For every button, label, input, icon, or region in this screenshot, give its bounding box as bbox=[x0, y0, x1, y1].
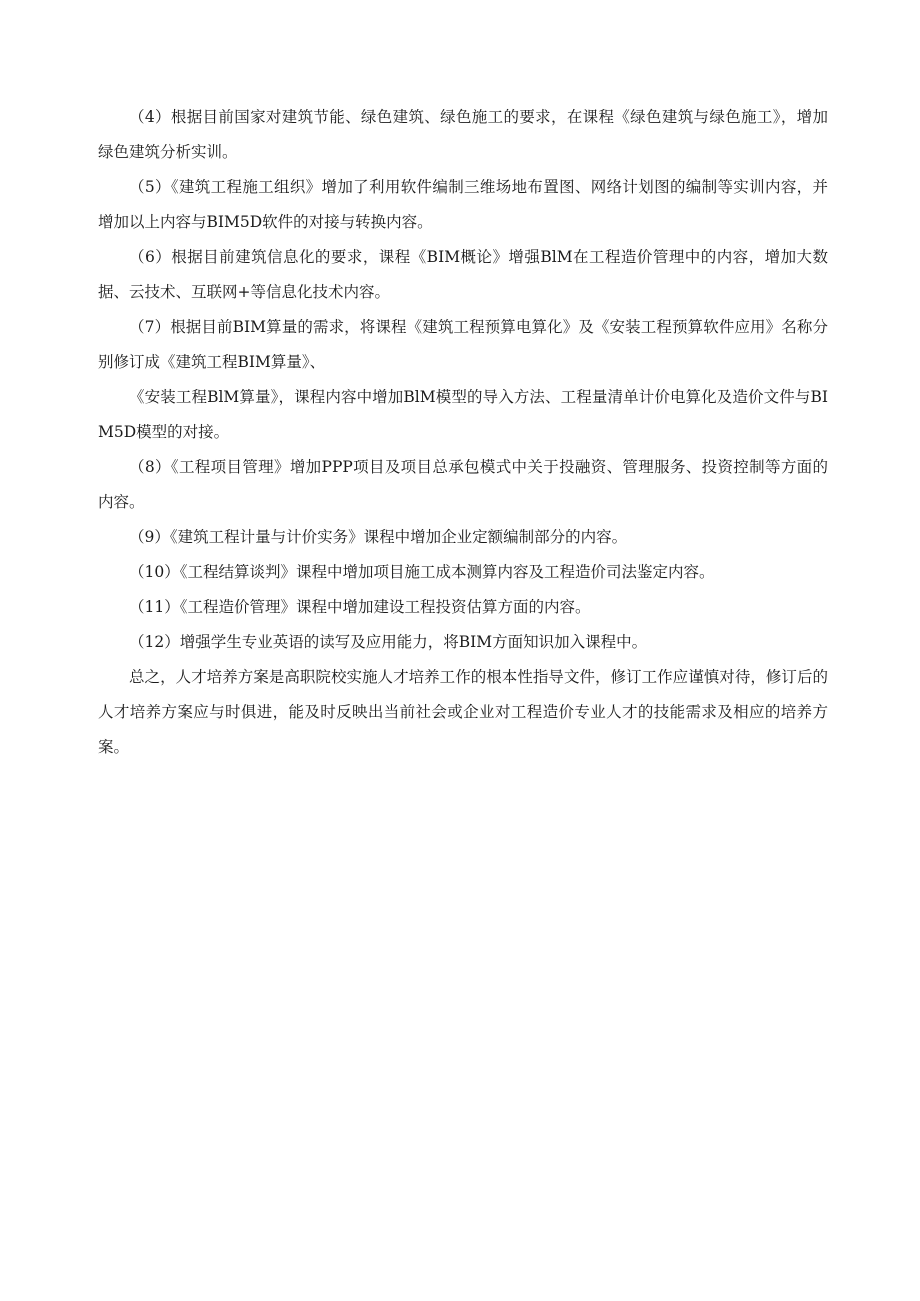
paragraph-item-5: （5）《建筑工程施工组织》增加了利用软件编制三维场地布置图、网络计划图的编制等实训内容，并增加以上内容与BIM5D软件的对接与转换内容。 bbox=[98, 178, 828, 231]
paragraph-item-8: （8）《工程项目管理》增加PPP项目及项目总承包模式中关于投融资、管理服务、投资控制等方面的内容。 bbox=[98, 458, 828, 511]
paragraph-item-4: （4）根据目前国家对建筑节能、绿色建筑、绿色施工的要求，在课程《绿色建筑与绿色施工》，增加绿色建筑分析实训。 bbox=[98, 108, 828, 161]
paragraph-item-7-continued: 《安装工程BlM算量》，课程内容中增加BlM模型的导入方法、工程量清单计价电算化及造价文件与BIM5D模型的对接。 bbox=[98, 388, 828, 441]
paragraph-item-10: （10）《工程结算谈判》课程中增加项目施工成本测算内容及工程造价司法鉴定内容。 bbox=[129, 563, 715, 581]
summary-paragraph: 总之，人才培养方案是高职院校实施人才培养工作的根本性指导文件，修订工作应谨慎对待，修订后的人才培养方案应与时俱进，能及时反映出当前社会或企业对工程造价专业人才的技能需求及相应的培养方案。 bbox=[98, 668, 828, 756]
document-body bbox=[98, 100, 828, 765]
paragraph-item-12: （12）增强学生专业英语的读写及应用能力，将BIM方面知识加入课程中。 bbox=[129, 633, 648, 651]
paragraph-item-6: （6）根据目前建筑信息化的要求，课程《BIM概论》增强BlM在工程造价管理中的内容，增加大数据、云技术、互联网+等信息化技术内容。 bbox=[98, 248, 828, 301]
paragraph-item-9: （9）《建筑工程计量与计价实务》课程中增加企业定额编制部分的内容。 bbox=[129, 528, 628, 546]
paragraph-item-11: （11）《工程造价管理》课程中增加建设工程投资估算方面的内容。 bbox=[129, 598, 591, 616]
paragraph-item-7: （7）根据目前BIM算量的需求，将课程《建筑工程预算电算化》及《安装工程预算软件应用》名称分别修订成《建筑工程BIM算量》、 bbox=[98, 318, 828, 371]
